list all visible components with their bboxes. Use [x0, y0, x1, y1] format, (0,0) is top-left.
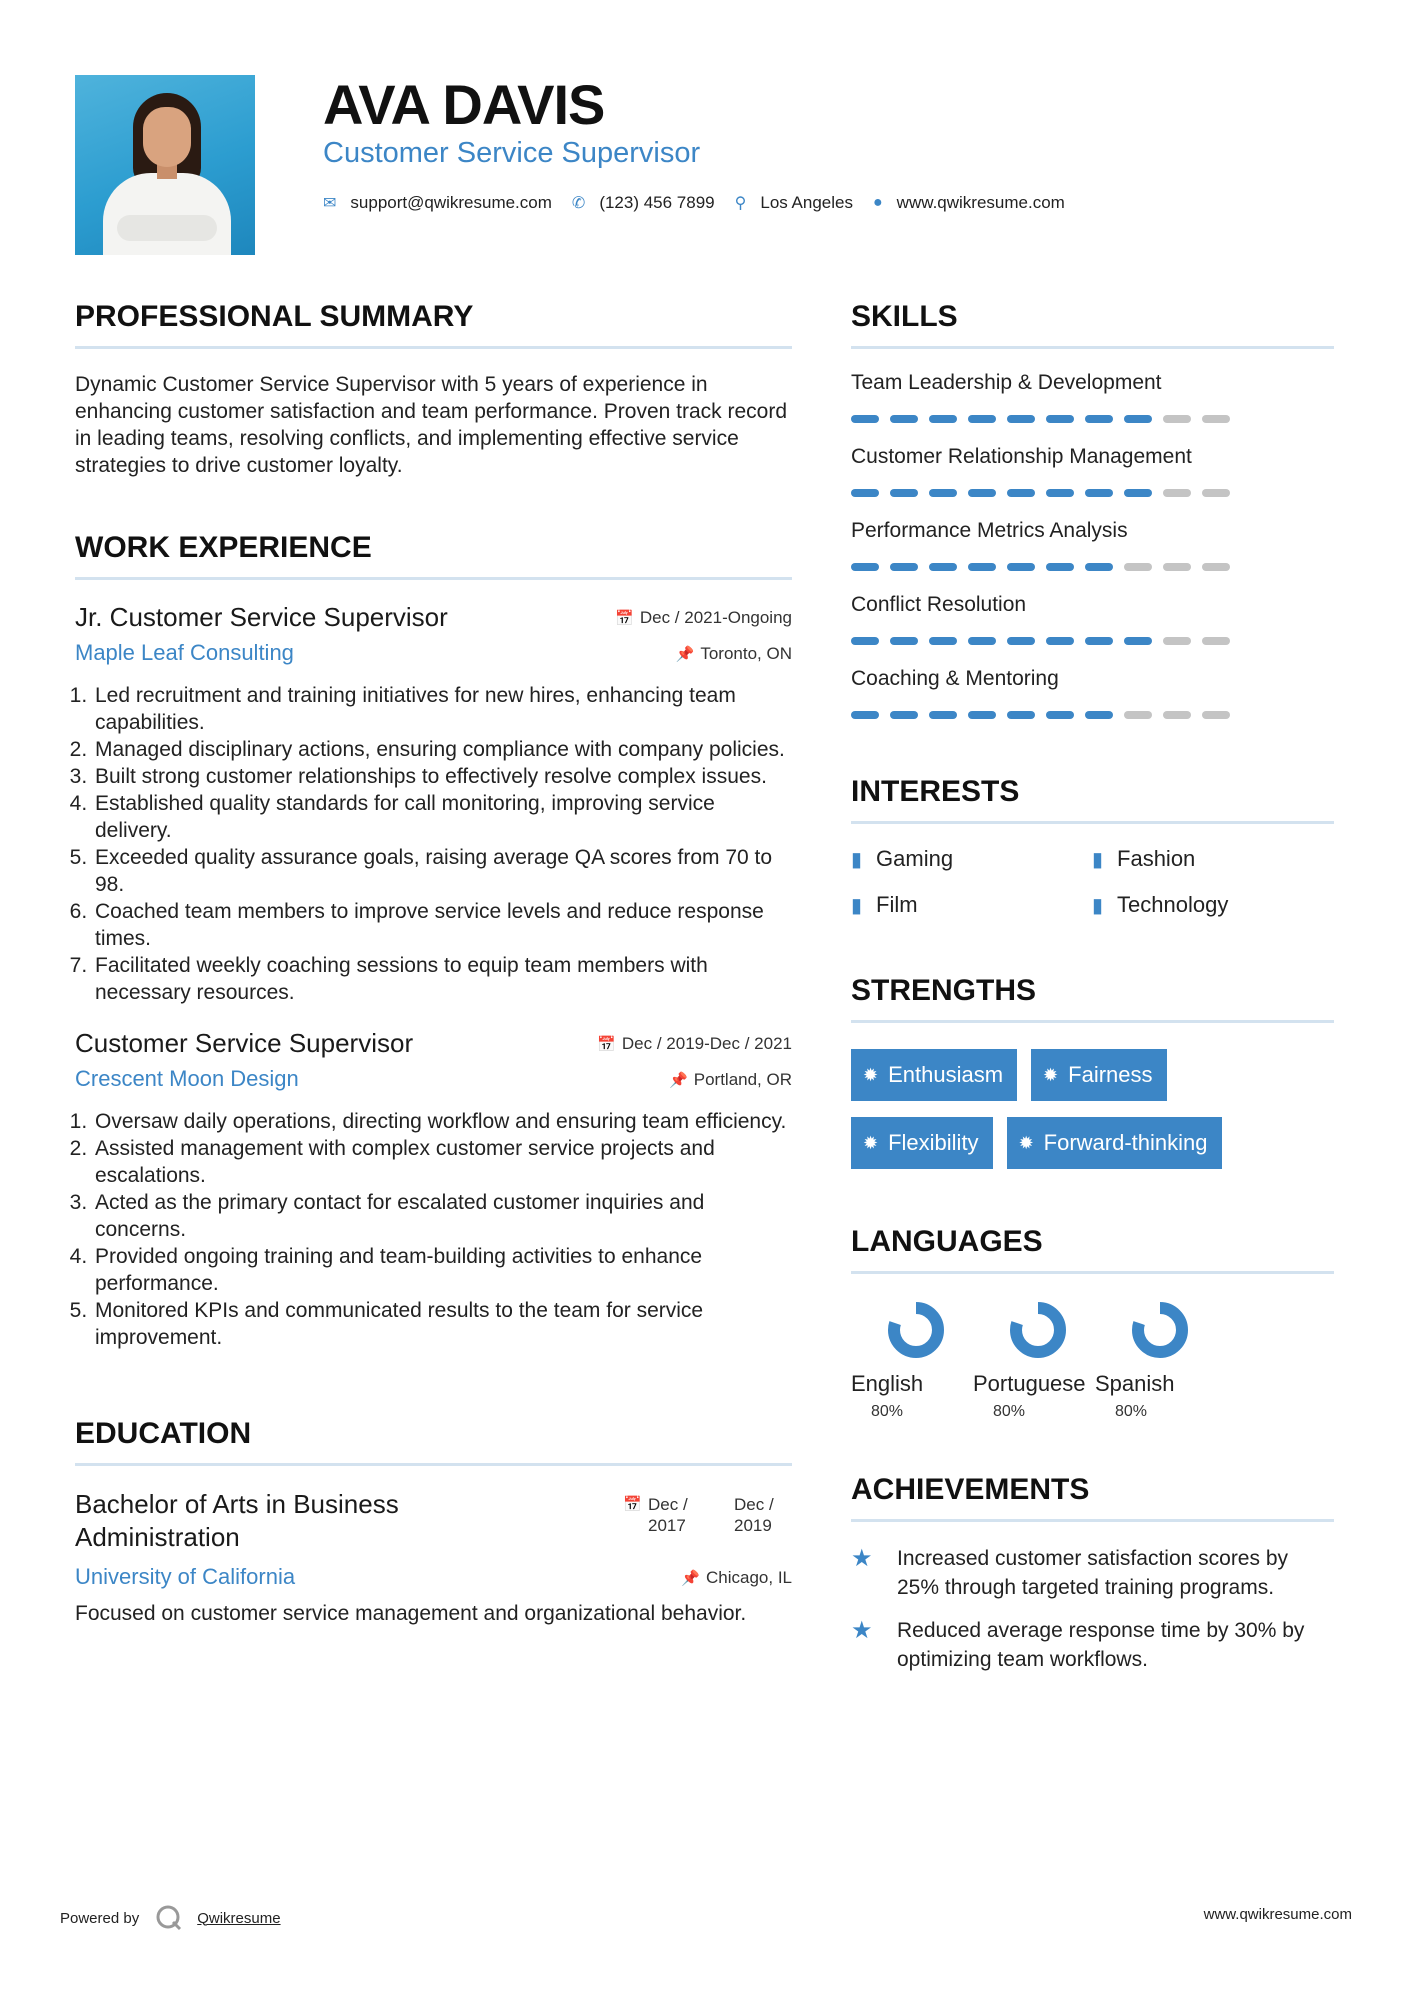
achievement-text: Reduced average response time by 30% by optimizing team workflows. [897, 1619, 1305, 1671]
sun-badge-icon: ✹ [863, 1132, 879, 1153]
education-start-date: Dec / 2017 [648, 1495, 688, 1535]
skill-rating [851, 711, 1334, 719]
book-icon: ▮ [1092, 848, 1104, 871]
strength-label: Flexibility [888, 1130, 979, 1155]
duty-item: 2. Managed disciplinary actions, ensuring compliance with company policies. [93, 736, 792, 763]
languages-section [851, 1225, 1334, 1421]
interest-item [851, 846, 1092, 872]
education-heading: EDUCATION [75, 1417, 252, 1450]
languages-heading: LANGUAGES [851, 1225, 1043, 1258]
duty-item: 3. Built strong customer relationships to effectively resolve complex issues. [93, 763, 792, 790]
section-divider [75, 1463, 792, 1466]
skill-item [851, 593, 1334, 645]
powered-by-label: Powered by [60, 1909, 140, 1927]
duty-item: 5. Monitored KPIs and communicated results to the team for service improvement. [93, 1297, 792, 1351]
job-dates-text: Dec / 2019-Dec / 2021 [621, 1034, 792, 1053]
skill-dot [1163, 711, 1191, 719]
job-dates [597, 1034, 792, 1054]
skill-rating [851, 415, 1334, 423]
education-dates [623, 1494, 792, 1536]
languages-list [851, 1300, 1334, 1421]
sun-badge-icon: ✹ [1018, 1132, 1034, 1153]
sun-badge-icon: ✹ [863, 1064, 879, 1085]
education-section [75, 1417, 792, 1627]
contact-bar [323, 193, 1085, 213]
skill-name: Performance Metrics Analysis [851, 519, 1128, 542]
job-entry [75, 602, 792, 1006]
interests-section [851, 775, 1334, 918]
skill-dot [1085, 415, 1113, 423]
language-name: Spanish [1095, 1371, 1175, 1396]
skill-dot [1085, 489, 1113, 497]
skill-dot [1124, 415, 1152, 423]
skill-dot [929, 711, 957, 719]
right-column [851, 300, 1334, 1674]
interest-item [1092, 892, 1333, 918]
strength-tag [1007, 1117, 1222, 1169]
envelope-icon: ✉ [323, 195, 337, 212]
language-percent: 80% [1115, 1403, 1148, 1420]
book-icon: ▮ [851, 848, 863, 871]
skill-dot [1163, 415, 1191, 423]
duty-item: 6. Coached team members to improve service levels and reduce response times. [93, 898, 792, 952]
interest-item [851, 892, 1092, 918]
skill-item [851, 445, 1334, 497]
skill-dot [1202, 637, 1230, 645]
duty-item: 5. Exceeded quality assurance goals, raising average QA scores from 70 to 98. [93, 844, 792, 898]
skill-rating [851, 637, 1334, 645]
language-percent: 80% [993, 1403, 1026, 1420]
skill-dot [968, 637, 996, 645]
skill-dot [851, 711, 879, 719]
education-location [681, 1568, 792, 1588]
skill-dot [1163, 637, 1191, 645]
skill-dot [929, 563, 957, 571]
skill-dot [1046, 563, 1074, 571]
candidate-name: AVA DAVIS [323, 73, 605, 136]
sun-badge-icon: ✹ [1043, 1064, 1059, 1085]
star-trophy-icon: ★ [851, 1617, 873, 1644]
map-pin-icon: ⚲ [734, 195, 747, 212]
strength-label: Forward-thinking [1043, 1130, 1208, 1155]
education-school: University of California [75, 1564, 296, 1589]
calendar-icon: 📅 [623, 1496, 642, 1513]
language-ring [886, 1300, 946, 1360]
interest-label: Technology [1117, 892, 1229, 917]
left-column [75, 300, 792, 1627]
duty-item: 7. Facilitated weekly coaching sessions to equip team members with necessary resources. [93, 952, 792, 1006]
section-divider [851, 821, 1334, 824]
skill-name: Customer Relationship Management [851, 445, 1192, 468]
language-name: English [851, 1371, 924, 1396]
skill-dot [929, 637, 957, 645]
strengths-section [851, 974, 1334, 1185]
pushpin-icon: 📌 [681, 1570, 700, 1587]
skill-dot [1007, 415, 1035, 423]
summary-heading: PROFESSIONAL SUMMARY [75, 300, 474, 333]
skill-item [851, 371, 1334, 423]
skill-dot [968, 489, 996, 497]
skill-rating [851, 563, 1334, 571]
skill-dot [929, 415, 957, 423]
skill-dot [890, 563, 918, 571]
strengths-heading: STRENGTHS [851, 974, 1037, 1007]
experience-section [75, 531, 792, 1351]
summary-text: Dynamic Customer Service Supervisor with 5 years of experience in enhancing customer satisfaction and team performance. Proven track record in leading teams, resolving conflicts, and implementing effective service strategies to drive customer loyalty. [75, 373, 788, 477]
section-divider [75, 346, 792, 349]
contact-email[interactable]: support@qwikresume.com [350, 193, 552, 212]
skill-dot [1007, 489, 1035, 497]
job-duties [75, 1108, 792, 1351]
qwikresume-logo-icon [155, 1904, 183, 1932]
footer-powered-by [60, 1904, 281, 1932]
skill-item [851, 667, 1334, 719]
section-divider [851, 1271, 1334, 1274]
calendar-icon: 📅 [597, 1036, 616, 1053]
language-ring-arc [894, 1308, 938, 1352]
duty-item: 1. Oversaw daily operations, directing workflow and ensuring team efficiency. [93, 1108, 792, 1135]
language-name: Portuguese [973, 1371, 1086, 1396]
achievement-item [851, 1544, 1334, 1602]
skill-dot [1163, 563, 1191, 571]
education-end-date: Dec / 2019 [734, 1495, 774, 1535]
strength-label: Enthusiasm [888, 1062, 1004, 1087]
skill-dot [890, 489, 918, 497]
skill-dot [1085, 711, 1113, 719]
section-divider [851, 1020, 1334, 1023]
contact-website[interactable]: www.qwikresume.com [896, 193, 1065, 212]
skill-dot [851, 415, 879, 423]
strength-tag [851, 1049, 1017, 1101]
skill-dot [1007, 711, 1035, 719]
duty-item: 4. Established quality standards for call monitoring, improving service delivery. [93, 790, 792, 844]
language-item [851, 1300, 973, 1421]
duty-item: 3. Acted as the primary contact for escalated customer inquiries and concerns. [93, 1189, 792, 1243]
skill-dot [1202, 711, 1230, 719]
duty-item: 1. Led recruitment and training initiatives for new hires, enhancing team capabilities. [93, 682, 792, 736]
skill-dot [1124, 637, 1152, 645]
globe-icon: ● [873, 194, 883, 211]
strengths-list [851, 1049, 1334, 1185]
skill-dot [1046, 637, 1074, 645]
footer-website[interactable]: www.qwikresume.com [1203, 1906, 1352, 1923]
duty-item: 2. Assisted management with complex customer service projects and escalations. [93, 1135, 792, 1189]
education-location-text: Chicago, IL [706, 1568, 792, 1587]
job-location-text: Toronto, ON [700, 644, 792, 663]
phone-icon: ✆ [571, 195, 586, 212]
job-role: Customer Service Supervisor [75, 1028, 414, 1058]
skill-dot [1202, 489, 1230, 497]
skill-dot [968, 415, 996, 423]
interest-label: Film [876, 892, 918, 917]
interest-label: Gaming [876, 846, 954, 871]
skill-dot [1085, 563, 1113, 571]
skill-dot [890, 415, 918, 423]
skill-dot [1163, 489, 1191, 497]
contact-location: Los Angeles [760, 193, 853, 212]
interests-list [851, 846, 1334, 918]
skill-name: Team Leadership & Development [851, 371, 1162, 394]
interests-heading: INTERESTS [851, 775, 1020, 808]
language-ring [1008, 1300, 1068, 1360]
achievements-section [851, 1473, 1334, 1674]
skill-dot [1202, 415, 1230, 423]
skill-dot [851, 489, 879, 497]
skill-dot [890, 711, 918, 719]
book-icon: ▮ [851, 894, 863, 917]
skill-dot [1007, 637, 1035, 645]
section-divider [75, 577, 792, 580]
job-role: Jr. Customer Service Supervisor [75, 602, 448, 632]
profile-photo [75, 75, 255, 255]
skill-dot [1202, 563, 1230, 571]
job-location [676, 644, 792, 664]
strength-tag [1031, 1049, 1166, 1101]
pushpin-icon: 📌 [675, 646, 695, 663]
achievement-text: Increased customer satisfaction scores by 25% through targeted training programs. [897, 1547, 1289, 1599]
skill-dot [968, 711, 996, 719]
job-duties [75, 682, 792, 1006]
language-ring-arc [1138, 1308, 1182, 1352]
pushpin-icon: 📌 [669, 1072, 688, 1089]
strength-label: Fairness [1068, 1062, 1153, 1087]
skill-item [851, 519, 1334, 571]
interest-item [1092, 846, 1333, 872]
job-dates-text: Dec / 2021-Ongoing [639, 608, 792, 627]
skill-dot [1046, 415, 1074, 423]
section-divider [851, 1519, 1334, 1522]
job-location-text: Portland, OR [693, 1070, 792, 1089]
job-company: Maple Leaf Consulting [75, 640, 294, 665]
language-percent: 80% [871, 1403, 904, 1420]
skill-dot [1007, 563, 1035, 571]
duty-item: 4. Provided ongoing training and team-building activities to enhance performance. [93, 1243, 792, 1297]
skill-dot [890, 637, 918, 645]
skill-dot [1124, 711, 1152, 719]
language-ring-arc [1016, 1308, 1060, 1352]
skill-dot [929, 489, 957, 497]
candidate-title: Customer Service Supervisor [323, 137, 701, 169]
achievement-item [851, 1616, 1334, 1674]
skill-dot [1046, 489, 1074, 497]
skill-dot [1124, 563, 1152, 571]
summary-section [75, 300, 792, 479]
achievements-heading: ACHIEVEMENTS [851, 1473, 1090, 1506]
book-icon: ▮ [1092, 894, 1104, 917]
job-location [669, 1070, 792, 1090]
contact-phone[interactable]: (123) 456 7899 [599, 193, 715, 212]
experience-heading: WORK EXPERIENCE [75, 531, 372, 564]
skill-dot [851, 563, 879, 571]
language-ring [1130, 1300, 1190, 1360]
skill-name: Coaching & Mentoring [851, 667, 1059, 690]
skill-dot [1046, 711, 1074, 719]
star-trophy-icon: ★ [851, 1545, 873, 1572]
skills-heading: SKILLS [851, 300, 958, 333]
job-dates [615, 608, 792, 628]
job-entry [75, 1028, 792, 1351]
skill-name: Conflict Resolution [851, 593, 1027, 616]
skill-dot [1124, 489, 1152, 497]
section-divider [851, 346, 1334, 349]
calendar-icon: 📅 [615, 610, 634, 627]
skill-dot [851, 637, 879, 645]
job-company: Crescent Moon Design [75, 1066, 299, 1091]
strength-tag [851, 1117, 993, 1169]
language-item [1095, 1300, 1217, 1421]
education-description: Focused on customer service management and organizational behavior. [75, 1602, 747, 1625]
skill-rating [851, 489, 1334, 497]
interest-label: Fashion [1117, 846, 1196, 871]
skill-dot [968, 563, 996, 571]
language-item [973, 1300, 1095, 1421]
education-degree: Bachelor of Arts in Business Administration [75, 1489, 399, 1552]
brand-link[interactable]: Qwikresume [197, 1909, 281, 1927]
skills-section [851, 300, 1334, 719]
skill-dot [1085, 637, 1113, 645]
